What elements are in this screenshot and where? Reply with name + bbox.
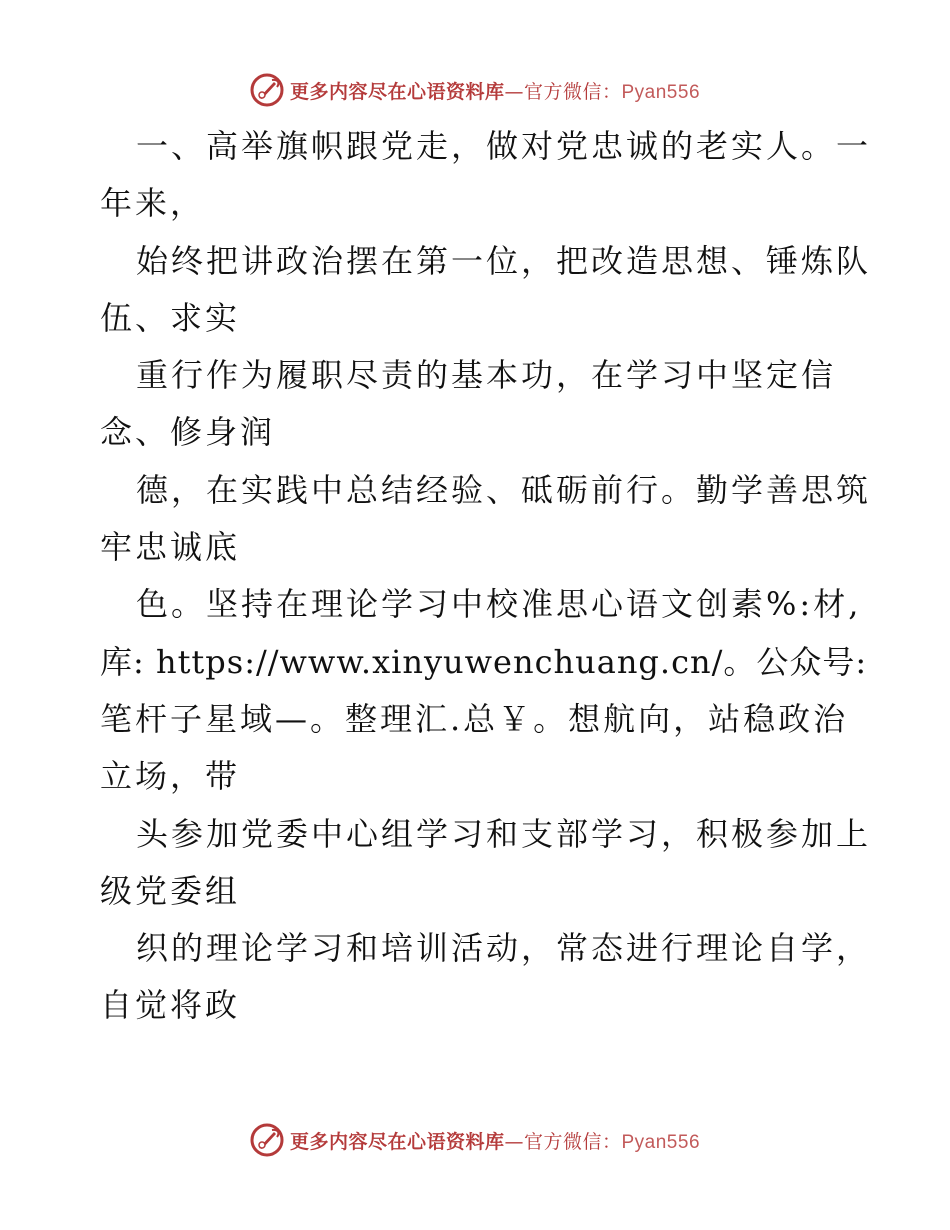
feather-pen-logo-icon bbox=[250, 73, 284, 107]
document-body bbox=[100, 118, 870, 1035]
body-line: 级党委组 bbox=[100, 871, 241, 910]
body-line: 伍、求实 bbox=[100, 298, 241, 337]
body-line: 头参加党委中心组学习和支部学习，积极参加上 bbox=[136, 814, 872, 853]
body-line: 德，在实践中总结经验、砥砺前行。勤学善思筑 bbox=[136, 470, 872, 509]
header-watermark-label: 官方微信： bbox=[523, 80, 622, 103]
footer-watermark-main: 更多内容尽在心语资料库 bbox=[289, 1130, 505, 1153]
body-line: 笔杆子星域—。整理汇.总￥。想航向，站稳政治 bbox=[100, 699, 849, 738]
header-watermark-id: Pyan556 bbox=[621, 81, 701, 103]
feather-pen-logo-icon bbox=[250, 1123, 284, 1157]
footer-watermark-text bbox=[290, 1127, 700, 1154]
body-line: 念、修身润 bbox=[100, 413, 276, 452]
footer-watermark-dash: — bbox=[504, 1130, 524, 1153]
body-line: 色。坚持在理论学习中校准思心语文创素%:材, bbox=[136, 585, 862, 624]
header-watermark-text bbox=[290, 77, 700, 104]
body-line: 立场，带 bbox=[100, 757, 241, 796]
header-watermark-main: 更多内容尽在心语资料库 bbox=[289, 80, 505, 103]
body-line: 年来， bbox=[100, 184, 206, 223]
footer-watermark-label: 官方微信： bbox=[523, 1130, 622, 1153]
body-line: 重行作为履职尽责的基本功，在学习中坚定信 bbox=[136, 356, 837, 395]
footer-watermark-banner bbox=[0, 1120, 950, 1160]
body-line: 一、高举旗帜跟党走，做对党忠诚的老实人。一 bbox=[136, 127, 872, 165]
body-line: 织的理论学习和培训活动，常态进行理论自学， bbox=[136, 929, 872, 968]
header-watermark-banner bbox=[0, 70, 950, 110]
header-watermark-dash: — bbox=[504, 80, 524, 103]
body-line: 始终把讲政治摆在第一位，把改造思想、锤炼队 bbox=[136, 241, 872, 280]
body-line: 自觉将政 bbox=[100, 986, 241, 1025]
footer-watermark-id: Pyan556 bbox=[621, 1131, 701, 1153]
body-line: 库: https://www.xinyuwenchuang.cn/。公众号: bbox=[100, 642, 868, 681]
body-line: 牢忠诚底 bbox=[100, 528, 241, 567]
